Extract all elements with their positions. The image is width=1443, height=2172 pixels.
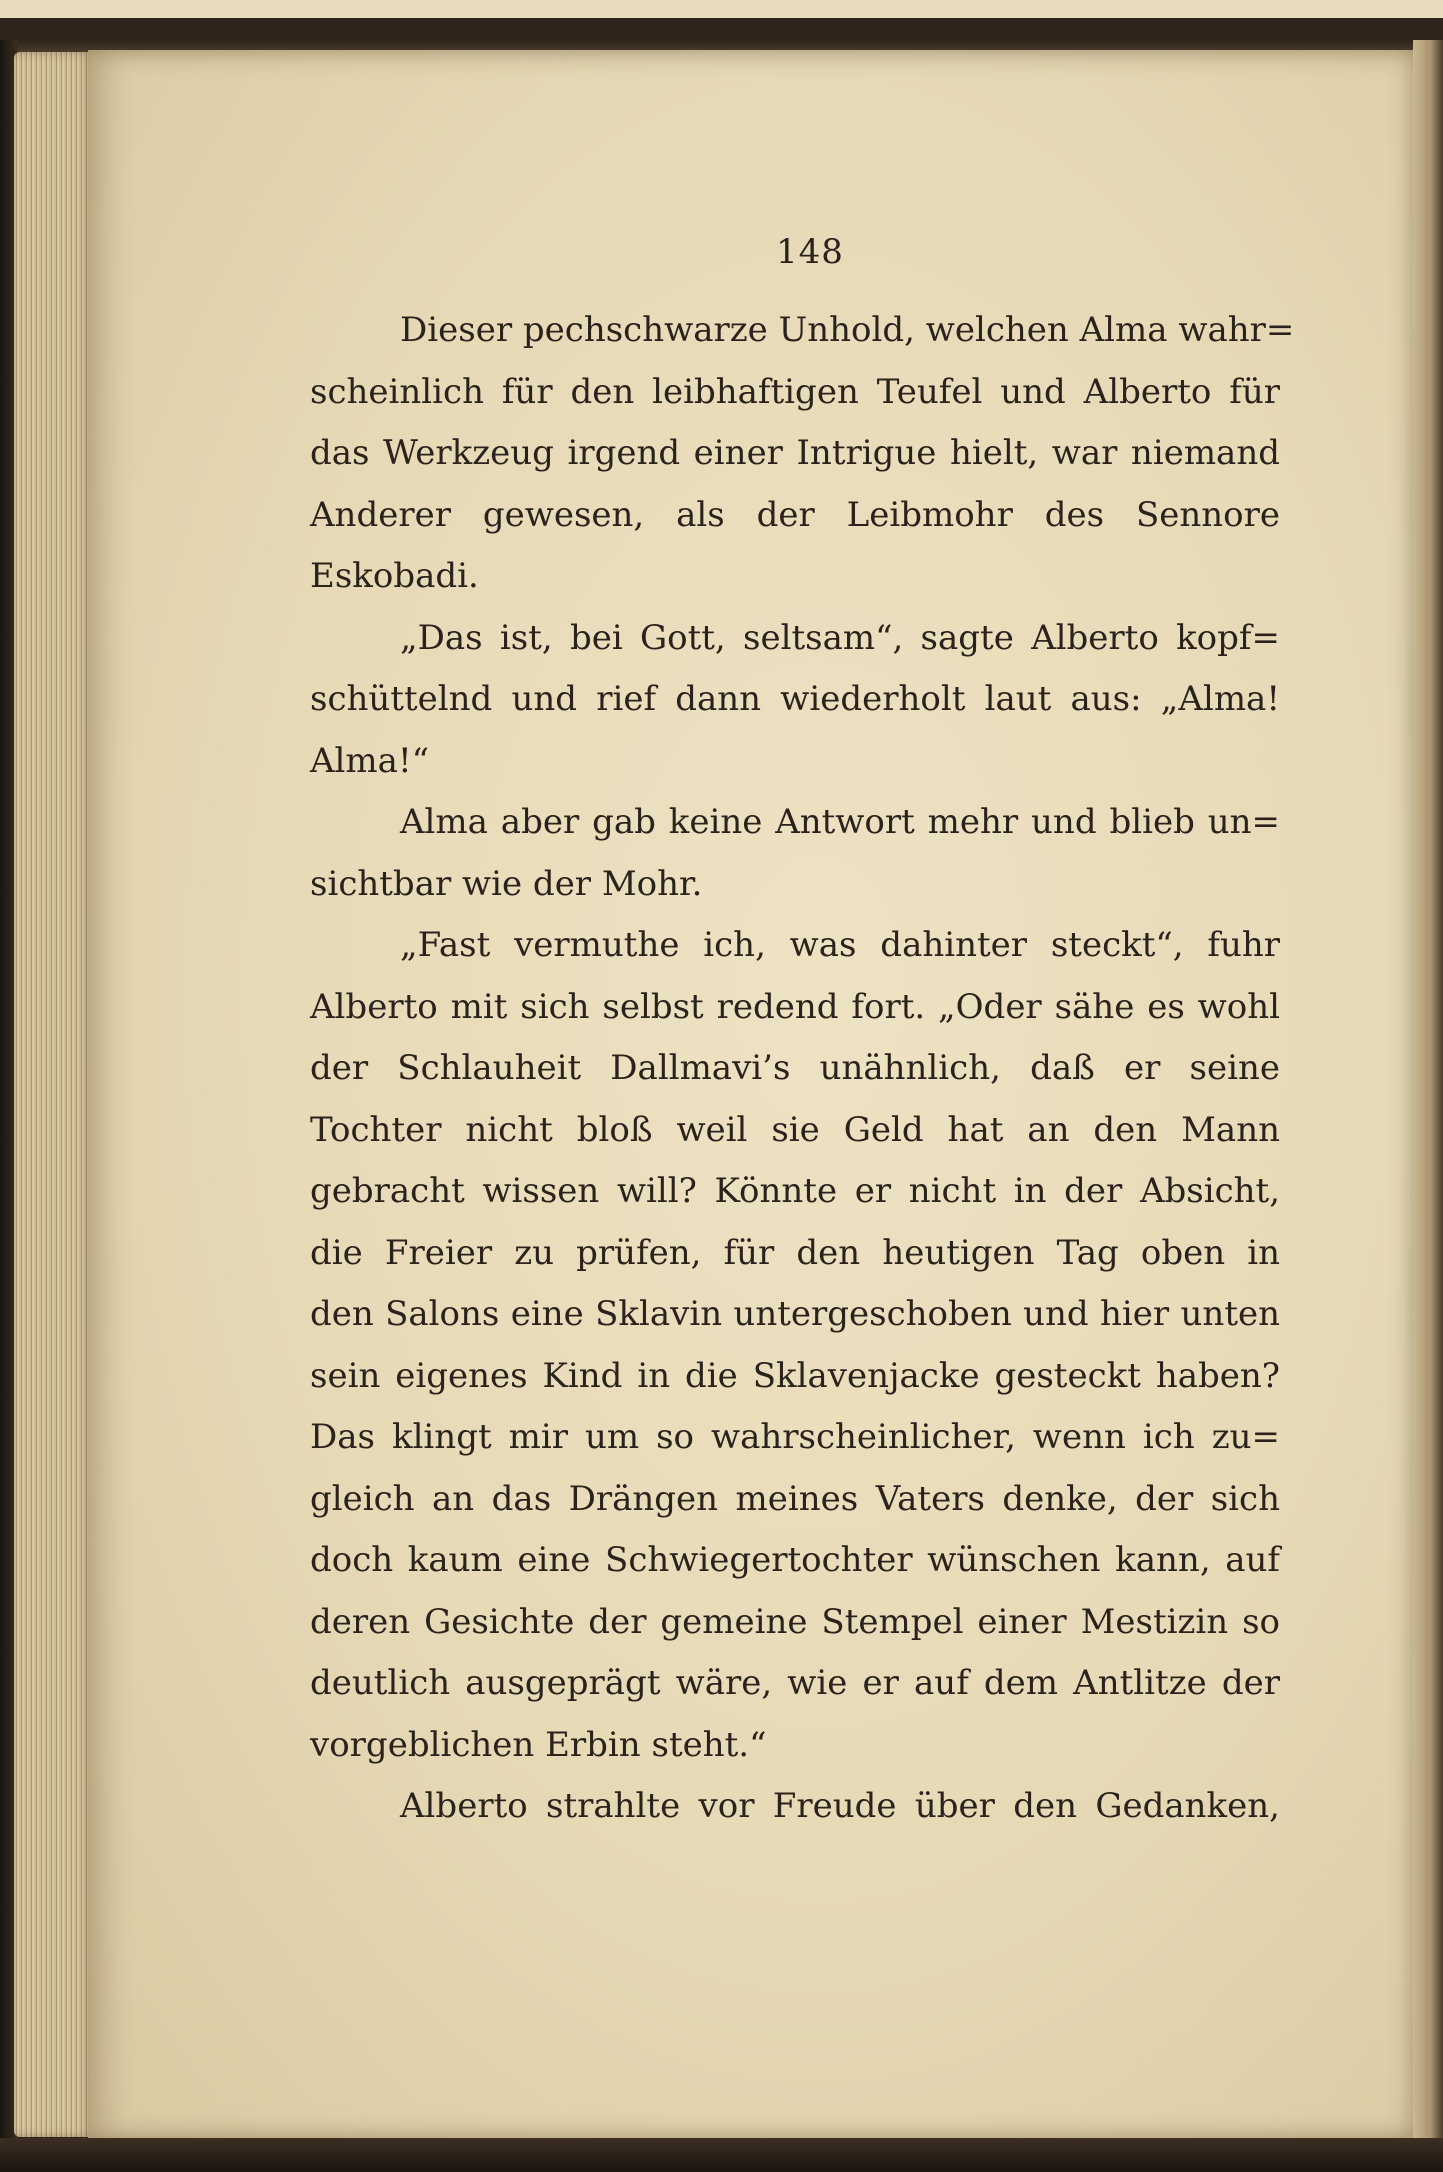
right-page-edge bbox=[1413, 40, 1443, 2150]
text-line: Eskobadi. bbox=[310, 556, 479, 596]
text-line: den Salons eine Sklavin untergeschoben und hier unten bbox=[310, 1294, 1280, 1334]
page-stack-edges bbox=[14, 52, 94, 2137]
text-line: Anderer gewesen, als der Leibmohr des Sennore bbox=[310, 494, 1280, 535]
top-margin bbox=[0, 0, 1443, 52]
text-line: scheinlich für den leibhaftigen Teufel und Alberto für bbox=[310, 371, 1280, 412]
text-line: „Das ist, bei Gott, seltsam“, sagte Alberto kopf= bbox=[400, 617, 1280, 658]
text-line: deren Gesichte der gemeine Stempel einer Mestizin so bbox=[310, 1601, 1280, 1642]
text-line: schüttelnd und rief dann wiederholt laut aus: „Alma! bbox=[310, 679, 1280, 719]
text-line: Das klingt mir um so wahrscheinlicher, wenn ich zu= bbox=[310, 1417, 1280, 1457]
text-line: gleich an das Drängen meines Vaters denke, der sich bbox=[310, 1478, 1280, 1519]
text-line: die Freier zu prüfen, für den heutigen Tag oben in bbox=[310, 1232, 1280, 1273]
text-line: Dieser pechschwarze Unhold, welchen Alma wahr= bbox=[400, 310, 1295, 350]
text-line: Tochter nicht bloß weil sie Geld hat an den Mann bbox=[310, 1109, 1280, 1150]
text-line: deutlich ausgeprägt wäre, wie er auf dem Antlitze der bbox=[310, 1663, 1280, 1703]
text-line: das Werkzeug irgend einer Intrigue hielt, war niemand bbox=[310, 433, 1280, 473]
text-line: doch kaum eine Schwiegertochter wünschen kann, auf bbox=[310, 1540, 1280, 1580]
text-line: sein eigenes Kind in die Sklavenjacke gesteckt haben? bbox=[310, 1355, 1280, 1396]
text-line: Alberto mit sich selbst redend fort. „Oder sähe es wohl bbox=[310, 986, 1280, 1027]
text-line: Alma aber gab keine Antwort mehr und blieb un= bbox=[400, 802, 1280, 842]
text-line: gebracht wissen will? Könnte er nicht in der Absicht, bbox=[310, 1171, 1280, 1211]
bottom-margin bbox=[0, 2138, 1443, 2172]
text-line: sichtbar wie der Mohr. bbox=[310, 863, 703, 904]
text-line: Alma!“ bbox=[310, 740, 429, 781]
body-text bbox=[310, 300, 1295, 1838]
text-line: Alberto strahlte vor Freude über den Gedanken, bbox=[400, 1786, 1280, 1826]
text-line: vorgeblichen Erbin steht.“ bbox=[310, 1724, 767, 1765]
text-line: „Fast vermuthe ich, was dahinter steckt“, fuhr bbox=[400, 925, 1280, 965]
page-number: 148 bbox=[776, 232, 844, 272]
text-line: der Schlauheit Dallmavi’s unähnlich, daß er seine bbox=[310, 1048, 1280, 1088]
